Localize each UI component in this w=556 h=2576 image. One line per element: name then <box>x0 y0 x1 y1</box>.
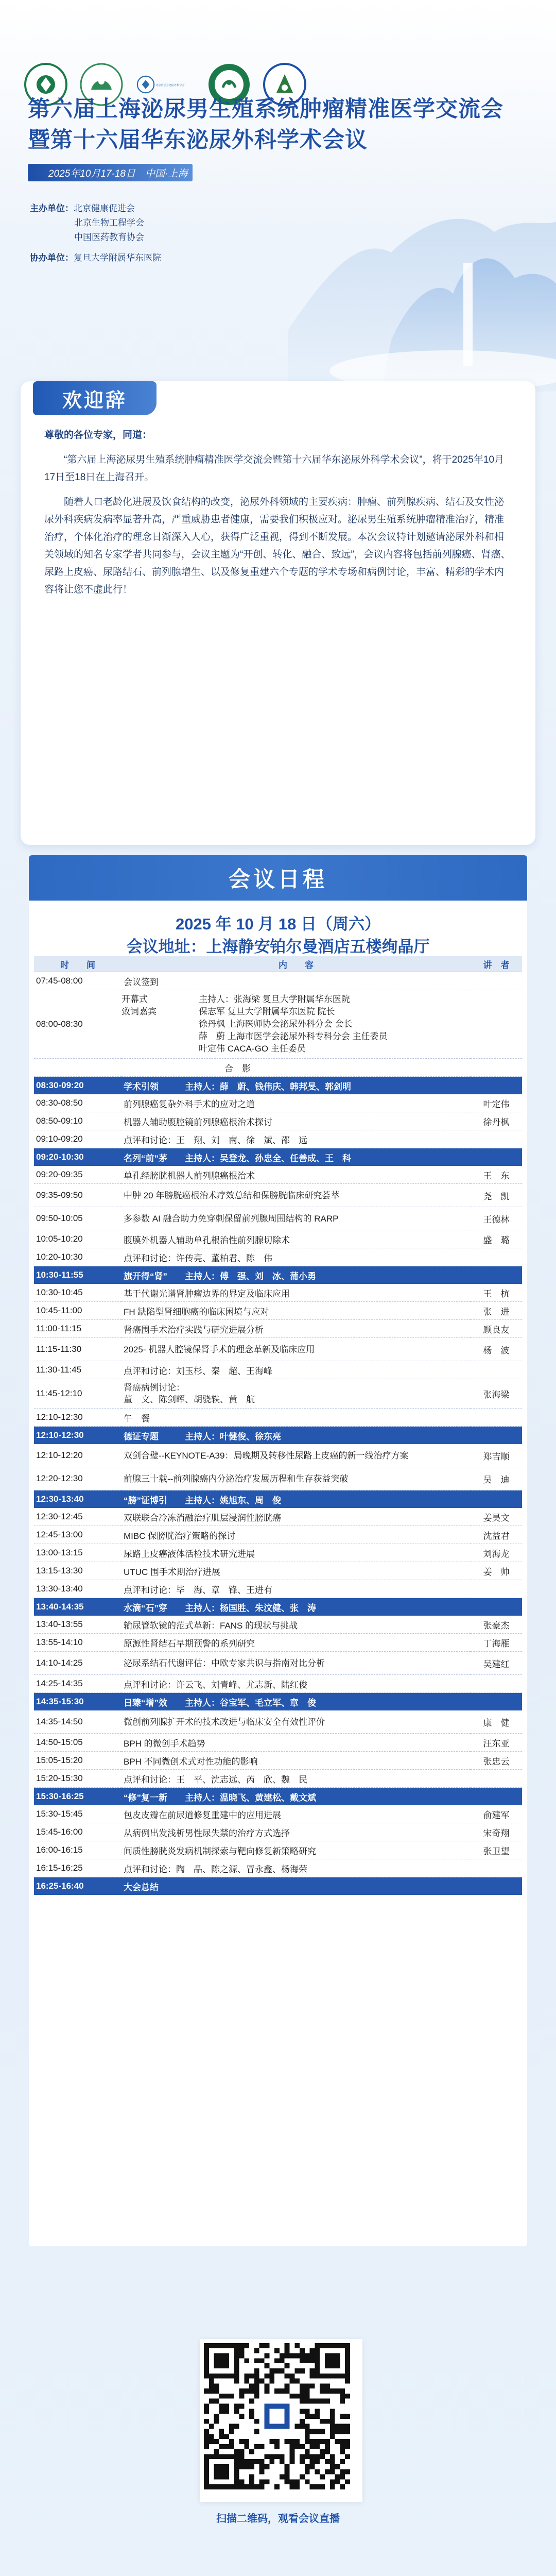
livestream-qr-code[interactable] <box>200 2339 362 2502</box>
row-speaker <box>471 1675 522 1693</box>
organizer-host-2: 北京生物工程学会 <box>74 218 144 228</box>
group-photo-row <box>34 1059 522 1077</box>
row-time: 15:05-15:20 <box>34 1752 121 1770</box>
row-speaker <box>471 1148 522 1166</box>
session-header-row <box>34 1266 522 1284</box>
row-time: 16:00-16:15 <box>34 1841 121 1859</box>
welcome-title: 欢迎辞 <box>33 381 157 415</box>
row-time: 15:30-16:25 <box>34 1788 121 1806</box>
welcome-paragraph-2: 随着人口老龄化进展及饮食结构的改变，泌尿外科领域的主要疾病：肿瘤、前列腺疾病、结石及女性泌尿外科疾病发病率显著升高，严重威胁患者健康，需要我们积极应对。泌尿男生殖系统肿瘤精准治疗，精准治疗，个体化治疗的理念日渐深入人心，获得广泛重视，得到不断发展。本次会议特计划邀请泌尿外科和相关领域的知名专家学者共同参与，会议主题为“开创、转化、融合、致远”，会议内容将包括前列腺癌、肾癌、尿路上皮癌、尿路结石、前列腺增生、以及修复重建六个专题的学术专场和病例讨论，丰富、精彩的学术内容将让您不虚此行！ <box>44 497 511 595</box>
row-content: 包皮皮瓣在前尿道修复重建中的应用进展 <box>121 1805 471 1823</box>
schedule-table <box>34 956 522 1895</box>
welcome-paragraph-1: “第六届上海泌尿男生殖系统肿瘤精准医学交流会暨第十六届华东泌尿外科学术会议”，将于2025年10月17日至18日在上海召开。 <box>44 454 505 483</box>
schedule-row <box>34 1302 522 1320</box>
logo-3-text: 北京医学会泌尿外科分会 <box>155 83 185 87</box>
row-time: 09:20-10:30 <box>34 1148 121 1166</box>
row-content: BPH 的微创手术趋势 <box>121 1734 471 1752</box>
row-speaker <box>471 1490 522 1509</box>
row-content: 微创前列腺扩开术的技术改进与临床安全有效性评价 <box>121 1710 471 1734</box>
schedule-venue: 会议地址：上海静安铂尔曼酒店五楼绚晶厅 <box>126 938 430 956</box>
row-content: 输尿管软镜的范式革新：FANS 的现状与挑战 <box>121 1616 471 1634</box>
row-content: “修”复一新 主持人：温晓飞、黄建松、戴文斌 <box>121 1788 471 1806</box>
organizer-cohost: 协办单位：复旦大学附属华东医院 <box>30 253 161 263</box>
opening-line-name <box>121 1030 199 1043</box>
row-content: 德证专题 主持人：叶健俊、徐东亮 <box>121 1427 471 1445</box>
row-time: 10:30-10:45 <box>34 1284 121 1302</box>
schedule-row <box>34 1841 522 1859</box>
row-speaker: 丁海雁 <box>471 1634 522 1652</box>
row-content: “膀”证博引 主持人：姚旭东、周 俊 <box>121 1490 471 1509</box>
row-time: 13:40-14:35 <box>34 1598 121 1616</box>
row-speaker <box>471 1266 522 1284</box>
row-speaker: 盛 璐 <box>471 1230 522 1248</box>
row-speaker: 沈益君 <box>471 1526 522 1544</box>
row-time: 14:25-14:35 <box>34 1675 121 1693</box>
row-speaker: 王德林 <box>471 1207 522 1230</box>
row-time: 12:10-12:30 <box>34 1409 121 1427</box>
row-speaker: 吴建红 <box>471 1652 522 1675</box>
row-time: 13:55-14:10 <box>34 1634 121 1652</box>
row-speaker <box>471 1770 522 1788</box>
row-speaker <box>471 1077 522 1095</box>
opening-line-detail: 保志军 复旦大学附属华东医院 院长 <box>199 1007 335 1016</box>
session-header-row <box>34 1077 522 1095</box>
session-header-row <box>34 1877 522 1895</box>
row-speaker: 张海梁 <box>471 1379 522 1409</box>
schedule-row <box>34 1544 522 1562</box>
row-time: 14:35-14:50 <box>34 1710 121 1734</box>
row-time: 16:25-16:40 <box>34 1877 121 1895</box>
row-content: 2025- 机器人腔镜保肾手术的理念革新及临床应用 <box>121 1338 471 1361</box>
row-speaker: 张忠云 <box>471 1752 522 1770</box>
schedule-row <box>34 1823 522 1841</box>
row-speaker <box>471 1427 522 1445</box>
row-content: 尿路上皮癌液体活检技术研究进展 <box>121 1544 471 1562</box>
schedule-row <box>34 1207 522 1230</box>
opening-line-name: 开幕式 <box>121 994 148 1004</box>
row-content: 学术引领 主持人：薛 蔚、钱伟庆、韩邦旻、郭剑明 <box>121 1077 471 1095</box>
schedule-row <box>34 1859 522 1877</box>
row-speaker <box>471 1877 522 1895</box>
row-content: 机器人辅助腹腔镜前列腺癌根治术探讨 <box>121 1112 471 1130</box>
group-photo-label: 合 影 <box>121 1059 471 1077</box>
row-time: 09:35-09:50 <box>34 1184 121 1207</box>
row-time: 09:10-09:20 <box>34 1130 121 1148</box>
row-content: 中肿 20 年膀胱癌根治术疗效总结和保膀胱临床研究荟萃 <box>121 1184 471 1207</box>
row-content: 腹膜外机器人辅助单孔根治性前列腺切除术 <box>121 1230 471 1248</box>
row-speaker <box>471 1580 522 1598</box>
row-content: 多参数 AI 融合助力免穿刺保留前列腺周围结构的 RARP <box>121 1207 471 1230</box>
schedule-row <box>34 972 522 990</box>
row-content: 水滴“石”穿 主持人：杨国胜、朱汶健、张 涛 <box>121 1598 471 1616</box>
schedule-row <box>34 1526 522 1544</box>
row-content: 会议签到 <box>121 972 471 990</box>
row-content: 从病例出发浅析男性尿失禁的治疗方式选择 <box>121 1823 471 1841</box>
row-content: 点评和讨论：王 平、沈志远、芮 欣、魏 民 <box>121 1770 471 1788</box>
session-header-row <box>34 1788 522 1806</box>
row-content: 前列腺癌复杂外科手术的应对之道 <box>121 1094 471 1112</box>
row-speaker: 姜 帅 <box>471 1562 522 1580</box>
row-speaker <box>471 1598 522 1616</box>
schedule-row <box>34 1130 522 1148</box>
row-content: 原源性肾结石早期预警的系列研究 <box>121 1634 471 1652</box>
row-time: 08:00-08:30 <box>34 990 121 1059</box>
row-speaker: 王 东 <box>471 1166 522 1184</box>
row-speaker: 尧 凯 <box>471 1184 522 1207</box>
row-time-empty <box>34 1059 121 1077</box>
row-time: 11:00-11:15 <box>34 1320 121 1338</box>
row-content: 肾癌围手术治疗实践与研究进展分析 <box>121 1320 471 1338</box>
row-speaker: 张 进 <box>471 1302 522 1320</box>
row-content: 单孔经膀胱机器人前列腺癌根治术 <box>121 1166 471 1184</box>
row-content: 点评和讨论：刘玉杉、秦 超、王海峰 <box>121 1361 471 1379</box>
row-time: 14:50-15:05 <box>34 1734 121 1752</box>
row-time: 12:45-13:00 <box>34 1526 121 1544</box>
opening-line <box>121 1018 522 1030</box>
organizer-host-1: 主办单位：北京健康促进会 <box>30 204 135 213</box>
row-time: 15:20-15:30 <box>34 1770 121 1788</box>
schedule-row <box>34 1184 522 1207</box>
row-speaker: 俞建军 <box>471 1805 522 1823</box>
row-speaker <box>471 1409 522 1427</box>
row-speaker: 康 健 <box>471 1710 522 1734</box>
schedule-row <box>34 1770 522 1788</box>
row-content: 点评和讨论：毕 海、章 锋、王进有 <box>121 1580 471 1598</box>
row-content: 基于代谢光谱肾肿瘤边界的界定及临床应用 <box>121 1284 471 1302</box>
schedule-row <box>34 1320 522 1338</box>
row-time: 09:20-09:35 <box>34 1166 121 1184</box>
row-speaker <box>471 1788 522 1806</box>
row-content: 点评和讨论：许云飞、刘青峰、尤志新、陆红俊 <box>121 1675 471 1693</box>
row-content: 间质性膀胱炎发病机制探索与靶向修复新策略研究 <box>121 1841 471 1859</box>
row-time: 13:15-13:30 <box>34 1562 121 1580</box>
row-speaker: 汪东亚 <box>471 1734 522 1752</box>
row-time: 10:05-10:20 <box>34 1230 121 1248</box>
qr-code-image <box>204 2343 350 2489</box>
schedule-row <box>34 1805 522 1823</box>
schedule-row <box>34 1230 522 1248</box>
opening-line-detail: 主持人：张海梁 复旦大学附属华东医院 <box>199 994 350 1004</box>
schedule-row <box>34 1652 522 1675</box>
session-header-row <box>34 1598 522 1616</box>
schedule-row <box>34 1112 522 1130</box>
row-content: 名列“前”茅 主持人：吴登龙、孙忠全、任善成、王 科 <box>121 1148 471 1166</box>
row-speaker: 张豪杰 <box>471 1616 522 1634</box>
schedule-row <box>34 1616 522 1634</box>
conference-title-line1: 第六届上海泌尿男生殖系统肿瘤精准医学交流会 <box>28 97 503 122</box>
session-header-row <box>34 1427 522 1445</box>
row-content: 泌尿系结石代谢评估：中欧专家共识与指南对比分析 <box>121 1652 471 1675</box>
row-time: 14:35-15:30 <box>34 1693 121 1711</box>
row-content: FH 缺陷型肾细胞癌的临床困境与应对 <box>121 1302 471 1320</box>
schedule-row <box>34 1248 522 1266</box>
row-time: 10:45-11:00 <box>34 1302 121 1320</box>
schedule-row <box>34 1634 522 1652</box>
schedule-row <box>34 1409 522 1427</box>
opening-ceremony-content <box>121 990 522 1059</box>
opening-line-name <box>121 1043 199 1055</box>
row-time: 12:30-12:45 <box>34 1508 121 1526</box>
row-time: 11:30-11:45 <box>34 1361 121 1379</box>
schedule-row <box>34 1338 522 1361</box>
row-speaker: 张卫望 <box>471 1841 522 1859</box>
row-speaker: 徐丹枫 <box>471 1112 522 1130</box>
row-time: 09:50-10:05 <box>34 1207 121 1230</box>
row-time: 15:30-15:45 <box>34 1805 121 1823</box>
schedule-row <box>34 1562 522 1580</box>
row-time: 08:30-09:20 <box>34 1077 121 1095</box>
row-content: 肾癌病例讨论： 董 文、陈剑晖、胡骁轶、黄 航 <box>121 1379 471 1409</box>
row-speaker: 刘海龙 <box>471 1544 522 1562</box>
opening-ceremony-row <box>34 990 522 1059</box>
row-time: 12:10-12:20 <box>34 1444 121 1467</box>
schedule-row <box>34 1379 522 1409</box>
row-time: 08:50-09:10 <box>34 1112 121 1130</box>
qr-caption: 扫描二维码，观看会议直播 <box>216 2513 340 2524</box>
row-time: 12:20-12:30 <box>34 1467 121 1490</box>
row-time: 13:00-13:15 <box>34 1544 121 1562</box>
row-content: 前腺三十载--前列腺癌内分泌治疗发展历程和生存获益突破 <box>121 1467 471 1490</box>
schedule-header-row <box>34 956 522 972</box>
welcome-text <box>44 427 511 606</box>
row-speaker <box>471 1693 522 1711</box>
row-time: 14:10-14:25 <box>34 1652 121 1675</box>
row-speaker <box>471 1248 522 1266</box>
welcome-greeting: 尊敬的各位专家，同道： <box>44 430 152 440</box>
row-time: 07:45-08:00 <box>34 972 121 990</box>
row-time: 12:10-12:30 <box>34 1427 121 1445</box>
row-content: 双剑合璧--KEYNOTE-A39：局晚期及转移性尿路上皮癌的新一线治疗方案 <box>121 1444 471 1467</box>
opening-line-name <box>121 1018 199 1030</box>
schedule-row <box>34 1675 522 1693</box>
schedule-row <box>34 1166 522 1184</box>
schedule-row <box>34 1444 522 1467</box>
header-speaker: 讲 者 <box>471 956 522 972</box>
row-speaker: 顾良友 <box>471 1320 522 1338</box>
row-time: 10:30-11:55 <box>34 1266 121 1284</box>
row-speaker: 吴 迪 <box>471 1467 522 1490</box>
row-content: 午 餐 <box>121 1409 471 1427</box>
schedule-row <box>34 1094 522 1112</box>
row-speaker <box>471 1130 522 1148</box>
session-header-row <box>34 1148 522 1166</box>
schedule-row <box>34 1580 522 1598</box>
schedule-row <box>34 1734 522 1752</box>
schedule-row <box>34 1710 522 1734</box>
schedule-row <box>34 1467 522 1490</box>
row-speaker: 宋奇翔 <box>471 1823 522 1841</box>
opening-line <box>121 1006 522 1018</box>
row-speaker-empty <box>471 1059 522 1077</box>
row-content: 双联联合冷冻消融治疗肌层浸润性膀胱癌 <box>121 1508 471 1526</box>
row-content: 旗开得“肾” 主持人：傅 强、刘 冰、蒲小勇 <box>121 1266 471 1284</box>
schedule-row <box>34 1284 522 1302</box>
row-time: 08:30-08:50 <box>34 1094 121 1112</box>
row-speaker: 郑吉顺 <box>471 1444 522 1467</box>
row-content: 点评和讨论：许传亮、董柏君、陈 伟 <box>121 1248 471 1266</box>
row-time: 11:45-12:10 <box>34 1379 121 1409</box>
organizer-host-3: 中国医药教育协会 <box>74 232 144 242</box>
schedule-row <box>34 1361 522 1379</box>
opening-line <box>121 993 522 1006</box>
opening-line <box>121 1030 522 1043</box>
row-time: 11:15-11:30 <box>34 1338 121 1361</box>
schedule-title: 会议日程 <box>29 855 527 901</box>
schedule-row <box>34 1508 522 1526</box>
row-speaker: 姜昊文 <box>471 1508 522 1526</box>
row-content: 大会总结 <box>121 1877 471 1895</box>
schedule-row <box>34 1752 522 1770</box>
row-speaker: 叶定伟 <box>471 1094 522 1112</box>
row-time: 10:20-10:30 <box>34 1248 121 1266</box>
opening-line <box>121 1043 522 1055</box>
row-time: 15:45-16:00 <box>34 1823 121 1841</box>
opening-line-detail: 叶定伟 CACA-GO 主任委员 <box>199 1044 306 1054</box>
row-content: BPH 不同微创术式对性功能的影响 <box>121 1752 471 1770</box>
row-time: 13:30-13:40 <box>34 1580 121 1598</box>
row-speaker: 王 杭 <box>471 1284 522 1302</box>
opening-line-name: 致词嘉宾 <box>121 1007 157 1016</box>
session-header-row <box>34 1693 522 1711</box>
row-speaker <box>471 972 522 990</box>
row-speaker <box>471 1859 522 1877</box>
date-location-banner: 2025年10月17-18日 中国·上海 <box>28 164 193 181</box>
row-speaker <box>471 1361 522 1379</box>
row-time: 16:15-16:25 <box>34 1859 121 1877</box>
session-header-row <box>34 1490 522 1509</box>
row-content: 点评和讨论：陶 晶、陈之源、冒永鑫、杨海荣 <box>121 1859 471 1877</box>
header-content: 内 容 <box>121 956 471 972</box>
row-content: 日臻“增”效 主持人：谷宝军、毛立军、章 俊 <box>121 1693 471 1711</box>
row-content: 点评和讨论：王 翔、刘 南、徐 斌、邵 远 <box>121 1130 471 1148</box>
schedule-date: 2025 年 10 月 18 日（周六） <box>176 915 380 933</box>
row-content: UTUC 围手术期治疗进展 <box>121 1562 471 1580</box>
row-time: 12:30-13:40 <box>34 1490 121 1509</box>
row-time: 13:40-13:55 <box>34 1616 121 1634</box>
opening-line-detail: 薛 蔚 上海市医学会泌尿外科专科分会 主任委员 <box>199 1031 388 1041</box>
row-content: MIBC 保膀胱治疗策略的探讨 <box>121 1526 471 1544</box>
row-speaker: 杨 波 <box>471 1338 522 1361</box>
header-time: 时 间 <box>34 956 121 972</box>
opening-line-detail: 徐丹枫 上海医师协会泌尿外科分会 会长 <box>199 1019 353 1029</box>
conference-title-line2: 暨第十六届华东泌尿外科学术会议 <box>28 128 368 152</box>
